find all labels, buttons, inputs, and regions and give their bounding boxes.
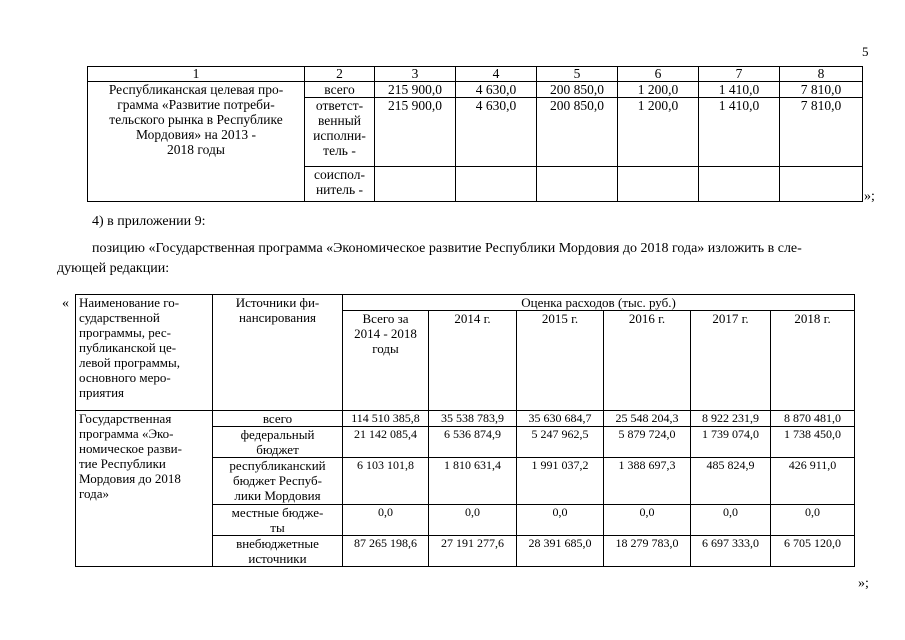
table-row (76, 411, 855, 427)
program-name-line: Мордовия» на 2013 - (135, 127, 256, 142)
value-cell: 5 879 724,0 (604, 427, 691, 458)
label-line: соиспол- (314, 167, 365, 182)
table1-header-cell: 3 (375, 67, 456, 82)
table2-header-row (76, 295, 855, 311)
table1-header-cell: 2 (305, 67, 375, 82)
header-line: сударственной (79, 310, 160, 325)
value-cell: 1 810 631,4 (429, 458, 517, 505)
label-line: бюджет Респуб- (233, 473, 322, 488)
table1-header-cell: 5 (537, 67, 618, 82)
table1-header-cell: 1 (88, 67, 305, 82)
source-label (213, 536, 343, 567)
label-line: местные бюдже- (231, 505, 324, 520)
program-name-line: номическое разви- (79, 441, 182, 456)
table1-header-cell: 8 (780, 67, 863, 82)
label-line: внебюджетные (236, 536, 319, 551)
value-cell: 6 103 101,8 (343, 458, 429, 505)
header-line: Всего за (362, 311, 409, 326)
label-line: ответст- (315, 98, 364, 113)
header-line: 2014 - 2018 (354, 326, 417, 341)
value-cell: 7 810,0 (780, 82, 863, 98)
table1-program-name (88, 82, 305, 202)
label-line: республиканский (229, 458, 326, 473)
value-cell (375, 167, 456, 202)
col-header-name (76, 295, 213, 411)
value-cell (780, 167, 863, 202)
value-cell: 114 510 385,8 (343, 411, 429, 427)
value-cell: 215 900,0 (375, 98, 456, 167)
value-cell: 28 391 685,0 (517, 536, 604, 567)
value-cell: 4 630,0 (456, 82, 537, 98)
value-cell: 6 697 333,0 (691, 536, 771, 567)
paragraph-item: 4) в приложении 9: (92, 214, 206, 229)
value-cell: 0,0 (429, 505, 517, 536)
program-name-line: программа «Эко- (79, 426, 174, 441)
value-cell: 1 991 037,2 (517, 458, 604, 505)
label-line: нитель - (315, 182, 364, 197)
label-line: всего (262, 411, 293, 426)
value-cell: 200 850,0 (537, 98, 618, 167)
source-label: всего (305, 82, 375, 98)
source-label (213, 458, 343, 505)
col-header-year: 2017 г. (691, 311, 771, 411)
program-name-line: Мордовия до 2018 (79, 471, 181, 486)
value-cell: 215 900,0 (375, 82, 456, 98)
expenses-table-1 (87, 66, 863, 202)
header-line: нансирования (238, 310, 317, 325)
label-line: бюджет (256, 442, 299, 457)
header-line: приятия (79, 385, 125, 400)
value-cell: 1 410,0 (699, 82, 780, 98)
label-line: лики Мордовия (234, 488, 321, 503)
col-header-source (213, 295, 343, 411)
value-cell: 8 922 231,9 (691, 411, 771, 427)
value-cell: 7 810,0 (780, 98, 863, 167)
value-cell: 1 388 697,3 (604, 458, 691, 505)
value-cell: 1 200,0 (618, 82, 699, 98)
value-cell: 1 200,0 (618, 98, 699, 167)
source-label (213, 427, 343, 458)
program-name-line: года» (79, 486, 110, 501)
paragraph-text: дующей редакции: (57, 261, 170, 276)
value-cell: 0,0 (691, 505, 771, 536)
value-cell (699, 167, 780, 202)
value-cell: 1 738 450,0 (771, 427, 855, 458)
value-cell: 0,0 (604, 505, 691, 536)
header-line: левой программы, (79, 355, 181, 370)
source-label (213, 411, 343, 427)
header-line: публиканской це- (79, 340, 177, 355)
source-label (305, 98, 375, 167)
value-cell: 1 410,0 (699, 98, 780, 167)
label-line: исполни- (313, 128, 366, 143)
table-row (88, 82, 863, 98)
value-cell: 87 265 198,6 (343, 536, 429, 567)
expenses-table-2 (75, 294, 855, 567)
value-cell: 0,0 (343, 505, 429, 536)
program-name-line: 2018 годы (167, 142, 225, 157)
value-cell: 27 191 277,6 (429, 536, 517, 567)
value-cell (537, 167, 618, 202)
value-cell: 0,0 (771, 505, 855, 536)
value-cell: 6 536 874,9 (429, 427, 517, 458)
value-cell: 1 739 074,0 (691, 427, 771, 458)
value-cell: 485 824,9 (691, 458, 771, 505)
program-name (76, 411, 213, 567)
program-name-line: Государственная (79, 411, 172, 426)
table1-header-row (88, 67, 863, 82)
closing-quote: »; (858, 576, 869, 591)
paragraph-text: позицию «Государственная программа «Экономическое развитие Республики Мордовия до 2018 года» изложить в сле- (92, 241, 802, 256)
header-line: программы, рес- (79, 325, 171, 340)
value-cell: 426 911,0 (771, 458, 855, 505)
value-cell: 6 705 120,0 (771, 536, 855, 567)
closing-quote: »; (864, 189, 875, 204)
program-name-line: тие Республики (79, 456, 166, 471)
col-header-year: 2016 г. (604, 311, 691, 411)
table1-header-cell: 4 (456, 67, 537, 82)
program-name-line: тельского рынка в Республике (109, 112, 283, 127)
label-line: федеральный (240, 427, 315, 442)
value-cell: 8 870 481,0 (771, 411, 855, 427)
col-header-year: 2015 г. (517, 311, 604, 411)
value-cell: 4 630,0 (456, 98, 537, 167)
label-line: источники (248, 551, 307, 566)
label-line: ты (270, 520, 285, 535)
label-line: тель - (323, 143, 356, 158)
col-header-year: 2014 г. (429, 311, 517, 411)
source-label (213, 505, 343, 536)
value-cell: 35 630 684,7 (517, 411, 604, 427)
value-cell (618, 167, 699, 202)
table1-header-cell: 6 (618, 67, 699, 82)
header-line: Наименование го- (79, 295, 180, 310)
source-label (305, 167, 375, 202)
group-header: Оценка расходов (тыс. руб.) (343, 295, 855, 311)
value-cell: 21 142 085,4 (343, 427, 429, 458)
header-line: основного меро- (79, 370, 171, 385)
label-line: венный (317, 113, 362, 128)
value-cell (456, 167, 537, 202)
table1-header-cell: 7 (699, 67, 780, 82)
value-cell: 18 279 783,0 (604, 536, 691, 567)
value-cell: 0,0 (517, 505, 604, 536)
program-name-line: грамма «Развитие потреби- (117, 97, 275, 112)
header-line: годы (372, 341, 399, 356)
value-cell: 5 247 962,5 (517, 427, 604, 458)
header-line: Источники фи- (235, 295, 320, 310)
value-cell: 35 538 783,9 (429, 411, 517, 427)
col-header-total (343, 311, 429, 411)
program-name-line: Республиканская целевая про- (108, 82, 284, 97)
value-cell: 200 850,0 (537, 82, 618, 98)
page-number: 5 (862, 44, 869, 59)
value-cell: 25 548 204,3 (604, 411, 691, 427)
opening-quote: « (62, 296, 69, 311)
col-header-year: 2018 г. (771, 311, 855, 411)
